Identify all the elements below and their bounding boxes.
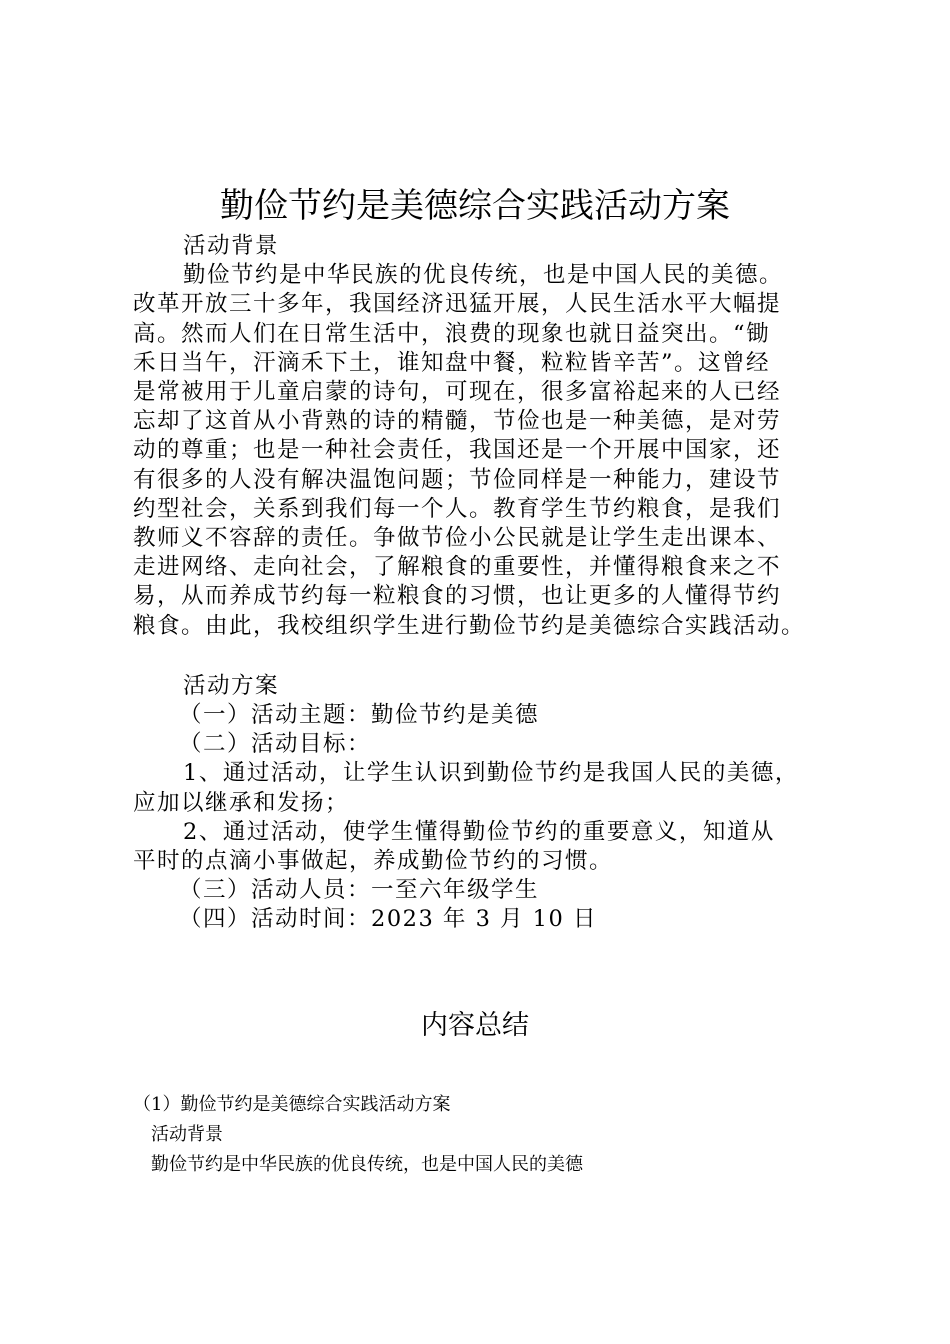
background-line: 教师义不容辞的责任。争做节俭小公民就是让学生走出课本、 xyxy=(133,525,782,552)
summary-item: 勤俭节约是中华民族的优良传统，也是中国人民的美德 xyxy=(151,1154,583,1175)
background-line: 高。然而人们在日常生活中，浪费的现象也就日益突出。“锄 xyxy=(133,320,771,347)
plan-goal-2: 2、通过活动，使学生懂得勤俭节约的重要意义，知道从 xyxy=(183,818,775,845)
background-line: 约型社会，关系到我们每一个人。教育学生节约粮食，是我们 xyxy=(133,495,782,522)
background-heading: 活动背景 xyxy=(183,233,280,259)
document-title: 勤俭节约是美德综合实践活动方案 xyxy=(220,186,730,226)
plan-goal-heading: （二）活动目标： xyxy=(179,731,372,758)
plan-participants: （三）活动人员：一至六年级学生 xyxy=(179,877,540,904)
plan-goal-2-cont: 平时的点滴小事做起，养成勤俭节约的习惯。 xyxy=(133,848,614,875)
paragraph-gap xyxy=(133,641,833,672)
background-line: 忘却了这首从小背熟的诗的精髓，节俭也是一种美德，是对劳 xyxy=(133,408,782,435)
background-line: 粮食。由此，我校组织学生进行勤俭节约是美德综合实践活动。 xyxy=(133,612,806,639)
summary-block xyxy=(133,1090,833,1180)
summary-item: （1）勤俭节约是美德综合实践活动方案 xyxy=(133,1094,451,1115)
summary-title: 内容总结 xyxy=(421,1010,529,1041)
background-line: 勤俭节约是中华民族的优良传统，也是中国人民的美德。 xyxy=(183,262,784,289)
background-line: 动的尊重；也是一种社会责任，我国还是一个开展中国家，还 xyxy=(133,437,782,464)
plan-heading: 活动方案 xyxy=(183,672,280,699)
background-line: 禾日当午，汗滴禾下土，谁知盘中餐，粒粒皆辛苦”。这曾经 xyxy=(133,349,771,376)
plan-theme: （一）活动主题：勤俭节约是美德 xyxy=(179,702,540,729)
plan-time: （四）活动时间：2023 年 3 月 10 日 xyxy=(179,906,597,933)
document-body xyxy=(133,232,833,935)
background-line: 改革开放三十多年，我国经济迅猛开展，人民生活水平大幅提 xyxy=(133,291,782,318)
summary-item: 活动背景 xyxy=(151,1124,223,1145)
background-line: 走进网络、走向社会，了解粮食的重要性，并懂得粮食来之不 xyxy=(133,554,782,581)
background-line: 有很多的人没有解决温饱问题；节俭同样是一种能力，建设节 xyxy=(133,466,782,493)
plan-goal-1: 1、通过活动，让学生认识到勤俭节约是我国人民的美德， xyxy=(183,760,799,787)
plan-goal-1-cont: 应加以继承和发扬； xyxy=(133,789,350,816)
background-line: 是常被用于儿童启蒙的诗句，可现在，很多富裕起来的人已经 xyxy=(133,379,782,406)
background-line: 易，从而养成节约每一粒粮食的习惯，也让更多的人懂得节约 xyxy=(133,583,782,610)
